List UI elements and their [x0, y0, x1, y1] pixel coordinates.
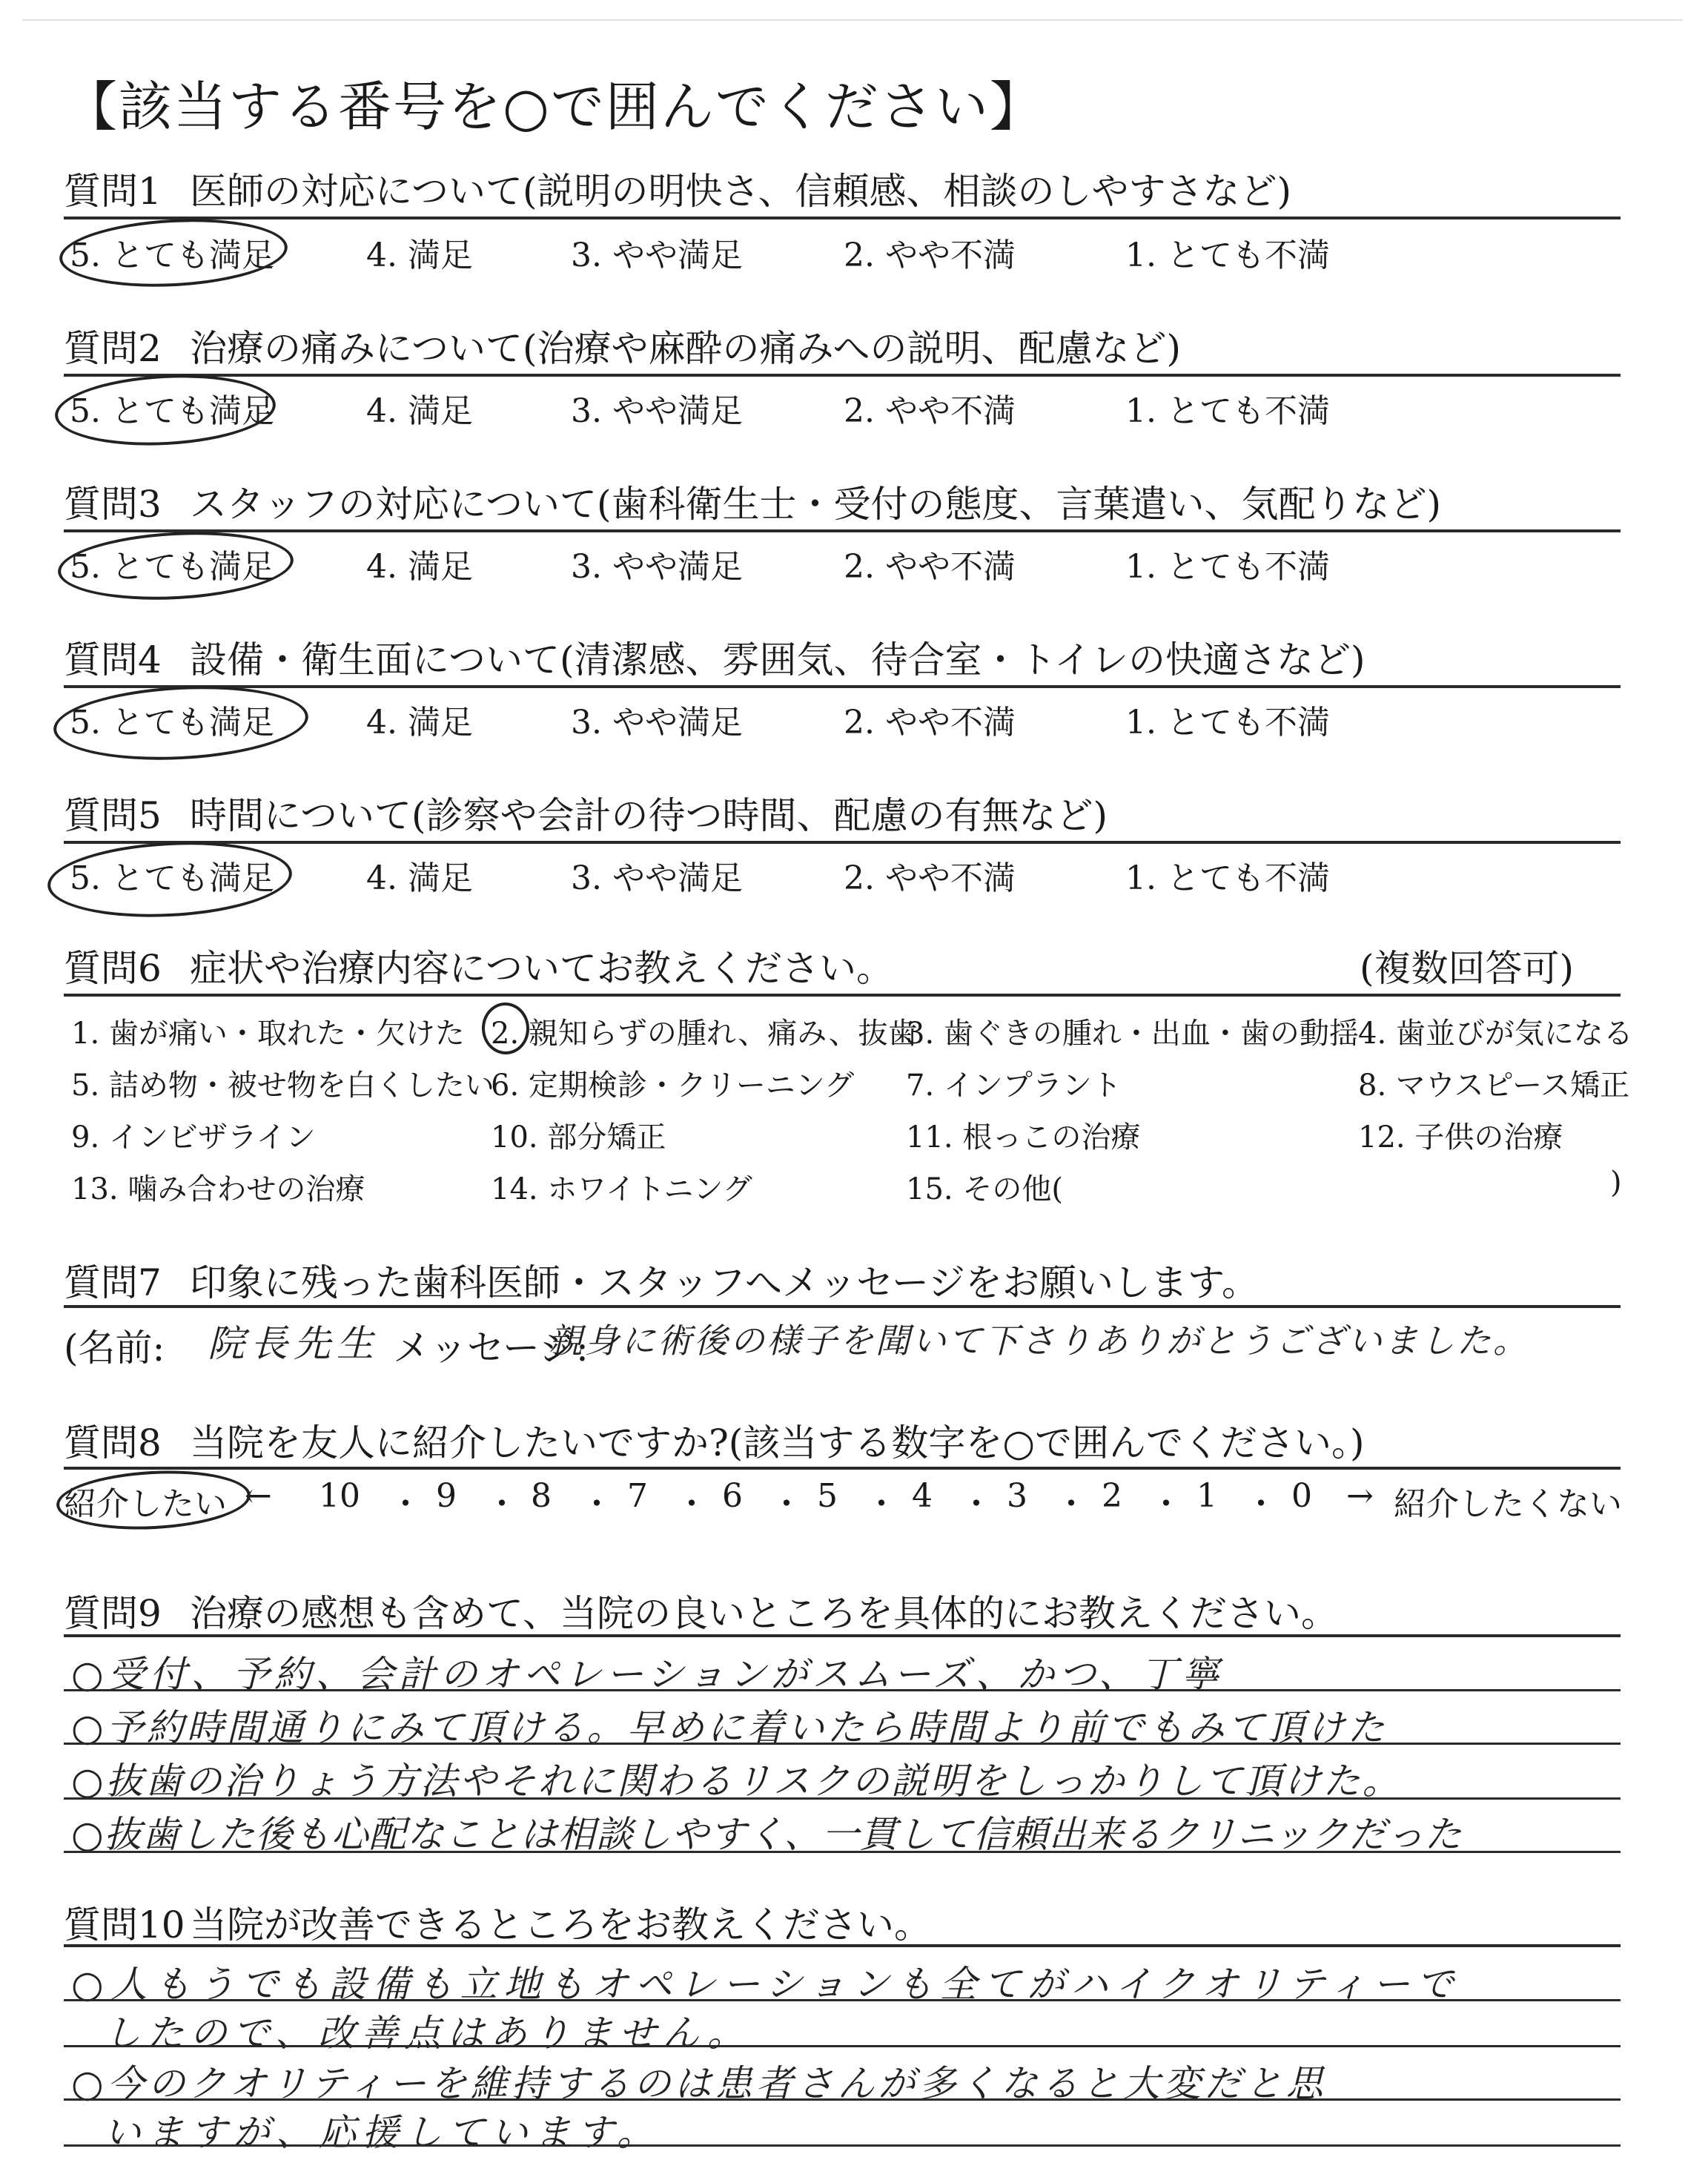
q9-writing-line	[64, 1851, 1621, 1853]
q7-name-value[interactable]: 院長先生	[208, 1322, 380, 1365]
q2-option-4[interactable]: 4. 満足	[366, 392, 473, 430]
q5-selection-circle	[46, 836, 294, 922]
q10-answer-line-4[interactable]: いますが、応援しています。	[104, 2111, 660, 2154]
question-4-text: 設備・衛生面について(清潔感、雰囲気、待合室・トイレの快適さなど)	[190, 638, 1366, 681]
question-3-rule	[64, 529, 1621, 532]
question-10-heading	[64, 1895, 931, 1949]
q6-item-9[interactable]: 9. インビザライン	[71, 1120, 316, 1155]
q4-option-2[interactable]: 2. やや不満	[844, 704, 1016, 742]
question-4-rule	[64, 685, 1621, 688]
question-2-rule	[64, 374, 1621, 377]
question-5-heading	[64, 786, 1108, 839]
q6-item-15-close-paren: )	[1610, 1166, 1622, 1200]
q9-writing-line	[64, 1689, 1621, 1691]
q5-option-3[interactable]: 3. やや満足	[571, 859, 743, 897]
question-1-heading	[64, 162, 1291, 215]
q6-item-15[interactable]: 15. その他(	[906, 1172, 1063, 1206]
question-2-heading	[64, 319, 1181, 372]
question-3-label: 質問3	[64, 483, 162, 526]
q6-item-13[interactable]: 13. 噛み合わせの治療	[71, 1172, 365, 1206]
q8-score-0[interactable]: 0	[1291, 1477, 1312, 1515]
page-title: 【該当する番号を○で囲んでください】	[64, 76, 1045, 138]
q6-item-11[interactable]: 11. 根っこの治療	[906, 1120, 1141, 1155]
q6-item-4[interactable]: 4. 歯並びが気になる	[1358, 1017, 1633, 1051]
question-5-text: 時間について(診察や会計の待つ時間、配慮の有無など)	[190, 794, 1108, 837]
q5-option-5[interactable]: 5. とても満足	[70, 859, 274, 897]
q6-item-10[interactable]: 10. 部分矯正	[491, 1120, 666, 1155]
q6-item-5[interactable]: 5. 詰め物・被せ物を白くしたい	[71, 1069, 494, 1103]
q8-right-arrow: →	[1346, 1477, 1374, 1515]
q3-option-5[interactable]: 5. とても満足	[70, 548, 274, 586]
question-6-text: 症状や治療内容についてお教えください。	[190, 947, 893, 990]
q4-option-4[interactable]: 4. 満足	[366, 704, 473, 742]
q8-dot: ・	[1055, 1485, 1088, 1523]
q9-answer-line-4[interactable]: ○抜歯した後も心配なことは相談しやすく、一貫して信頼出来るクリニックだった	[71, 1813, 1463, 1856]
question-1-text: 医師の対応について(説明の明快さ、信頼感、相談のしやすさなど)	[190, 170, 1292, 213]
question-6-label: 質問6	[64, 947, 162, 990]
q6-item-1[interactable]: 1. 歯が痛い・取れた・欠けた	[71, 1017, 465, 1051]
q4-selection-circle	[52, 680, 311, 766]
q2-option-5[interactable]: 5. とても満足	[70, 392, 274, 430]
q3-option-4[interactable]: 4. 満足	[366, 548, 473, 586]
q8-dot: ・	[486, 1485, 518, 1523]
q9-answer-line-2[interactable]: ○予約時間通りにみて頂ける。早めに着いたら時間より前でもみて頂けた	[71, 1706, 1388, 1749]
q10-writing-line	[64, 1999, 1621, 2001]
q8-score-3[interactable]: 3	[1007, 1477, 1027, 1515]
question-8-rule	[64, 1467, 1621, 1470]
q2-option-1[interactable]: 1. とても不満	[1125, 392, 1330, 430]
q4-option-5[interactable]: 5. とても満足	[70, 704, 274, 742]
q10-answer-line-1[interactable]: ○人もうでも設備も立地もオペレーションも全てがハイクオリティーで	[71, 1963, 1460, 2006]
q10-writing-line	[64, 2098, 1621, 2101]
question-6-heading	[64, 939, 893, 992]
q10-writing-line	[64, 2144, 1621, 2147]
question-2-text: 治療の痛みについて(治療や麻酔の痛みへの説明、配慮など)	[190, 327, 1182, 370]
question-8-label: 質問8	[64, 1421, 162, 1464]
q8-score-1[interactable]: 1	[1196, 1477, 1217, 1515]
q3-selection-circle	[56, 526, 295, 606]
q8-left-label[interactable]: 紹介したい	[64, 1485, 227, 1523]
q6-item-8[interactable]: 8. マウスピース矯正	[1358, 1069, 1630, 1103]
question-9-heading	[64, 1584, 1338, 1637]
q1-option-1[interactable]: 1. とても不満	[1125, 237, 1330, 274]
q7-name-label: (名前:	[64, 1327, 165, 1370]
q8-dot: ・	[770, 1485, 803, 1523]
q6-item-14[interactable]: 14. ホワイトニング	[491, 1172, 752, 1206]
question-10-rule	[64, 1944, 1621, 1947]
question-6-multiple-note: (複数回答可)	[1360, 947, 1575, 990]
q1-selection-circle	[58, 214, 289, 292]
question-1-rule	[64, 217, 1621, 219]
q3-option-3[interactable]: 3. やや満足	[571, 548, 743, 586]
page-top-border	[22, 19, 1683, 21]
question-1-label: 質問1	[64, 170, 162, 213]
q9-writing-line	[64, 1743, 1621, 1745]
question-10-label: 質問10	[64, 1903, 185, 1946]
q3-option-2[interactable]: 2. やや不満	[844, 548, 1016, 586]
q6-item-7[interactable]: 7. インプラント	[906, 1069, 1122, 1103]
q6-item-2[interactable]: 2. 親知らずの腫れ、痛み、抜歯	[491, 1017, 918, 1051]
q8-dot: ・	[1245, 1485, 1277, 1523]
q4-option-1[interactable]: 1. とても不満	[1125, 704, 1330, 742]
q6-item-3[interactable]: 3. 歯ぐきの腫れ・出血・歯の動揺	[906, 1017, 1359, 1051]
question-9-label: 質問9	[64, 1592, 162, 1635]
question-8-text: 当院を友人に紹介したいですか?(該当する数字を○で囲んでください。)	[190, 1421, 1365, 1464]
q9-writing-line	[64, 1797, 1621, 1800]
q5-option-4[interactable]: 4. 満足	[366, 859, 473, 897]
question-7-heading	[64, 1253, 1259, 1307]
q7-message-value[interactable]: 親身に術後の様子を聞いて下さりありがとうございました。	[549, 1321, 1529, 1361]
q8-score-10[interactable]: 10	[319, 1477, 360, 1515]
q8-score-4[interactable]: 4	[912, 1477, 933, 1515]
q9-answer-line-3[interactable]: ○抜歯の治りょう方法やそれに関わるリスクの説明をしっかりして頂けた。	[71, 1760, 1402, 1803]
q5-option-2[interactable]: 2. やや不満	[844, 859, 1016, 897]
question-9-rule	[64, 1634, 1621, 1637]
q8-dot: ・	[865, 1485, 898, 1523]
q8-dot: ・	[389, 1485, 422, 1523]
q8-score-2[interactable]: 2	[1102, 1477, 1122, 1515]
q10-answer-line-3[interactable]: ○今のクオリティーを維持するのは患者さんが多くなると大変だと思	[71, 2062, 1327, 2105]
q8-dot: ・	[580, 1485, 613, 1523]
q8-right-label[interactable]: 紹介したくない	[1394, 1485, 1622, 1523]
q8-score-8[interactable]: 8	[531, 1477, 552, 1515]
q8-score-5[interactable]: 5	[817, 1477, 838, 1515]
q2-selection-circle	[53, 369, 278, 450]
q8-dot: ・	[675, 1485, 708, 1523]
question-4-heading	[64, 630, 1366, 684]
q3-option-1[interactable]: 1. とても不満	[1125, 548, 1330, 586]
question-7-label: 質問7	[64, 1261, 162, 1304]
question-10-text: 当院が改善できるところをお教えください。	[190, 1903, 931, 1946]
q10-answer-line-2[interactable]: したので、改善点はありません。	[104, 2012, 750, 2055]
q10-writing-line	[64, 2045, 1621, 2047]
q8-score-6[interactable]: 6	[722, 1477, 743, 1515]
question-2-label: 質問2	[64, 327, 162, 370]
q8-score-9[interactable]: 9	[436, 1477, 457, 1515]
question-7-rule	[64, 1305, 1621, 1308]
q9-answer-line-1[interactable]: ○受付、予約、会計のオペレーションがスムーズ、かつ、丁寧	[71, 1653, 1224, 1696]
q7-message-label: メッセージ:	[393, 1327, 589, 1370]
q6-item-6[interactable]: 6. 定期検診・クリーニング	[491, 1069, 855, 1103]
question-5-label: 質問5	[64, 794, 162, 837]
question-9-text: 治療の感想も含めて、当院の良いところを具体的にお教えください。	[190, 1592, 1338, 1635]
question-6-rule	[64, 994, 1621, 997]
q1-option-4[interactable]: 4. 満足	[366, 237, 473, 274]
q8-left-arrow: ←	[245, 1477, 272, 1515]
question-4-label: 質問4	[64, 638, 162, 681]
q1-option-5[interactable]: 5. とても満足	[70, 237, 274, 274]
q2-option-3[interactable]: 3. やや満足	[571, 392, 743, 430]
q4-option-3[interactable]: 3. やや満足	[571, 704, 743, 742]
question-5-rule	[64, 841, 1621, 844]
question-7-text: 印象に残った歯科医師・スタッフへメッセージをお願いします。	[190, 1261, 1259, 1304]
q8-score-7[interactable]: 7	[627, 1477, 648, 1515]
question-3-heading	[64, 475, 1441, 528]
q6-item-12[interactable]: 12. 子供の治療	[1358, 1120, 1563, 1155]
q1-option-3[interactable]: 3. やや満足	[571, 237, 743, 274]
question-8-heading	[64, 1413, 1364, 1467]
q2-option-2[interactable]: 2. やや不満	[844, 392, 1016, 430]
q1-option-2[interactable]: 2. やや不満	[844, 237, 1016, 274]
q8-dot: ・	[1150, 1485, 1182, 1523]
q8-dot: ・	[960, 1485, 993, 1523]
q5-option-1[interactable]: 1. とても不満	[1125, 859, 1330, 897]
question-3-text: スタッフの対応について(歯科衛生士・受付の態度、言葉遣い、気配りなど)	[190, 483, 1442, 526]
